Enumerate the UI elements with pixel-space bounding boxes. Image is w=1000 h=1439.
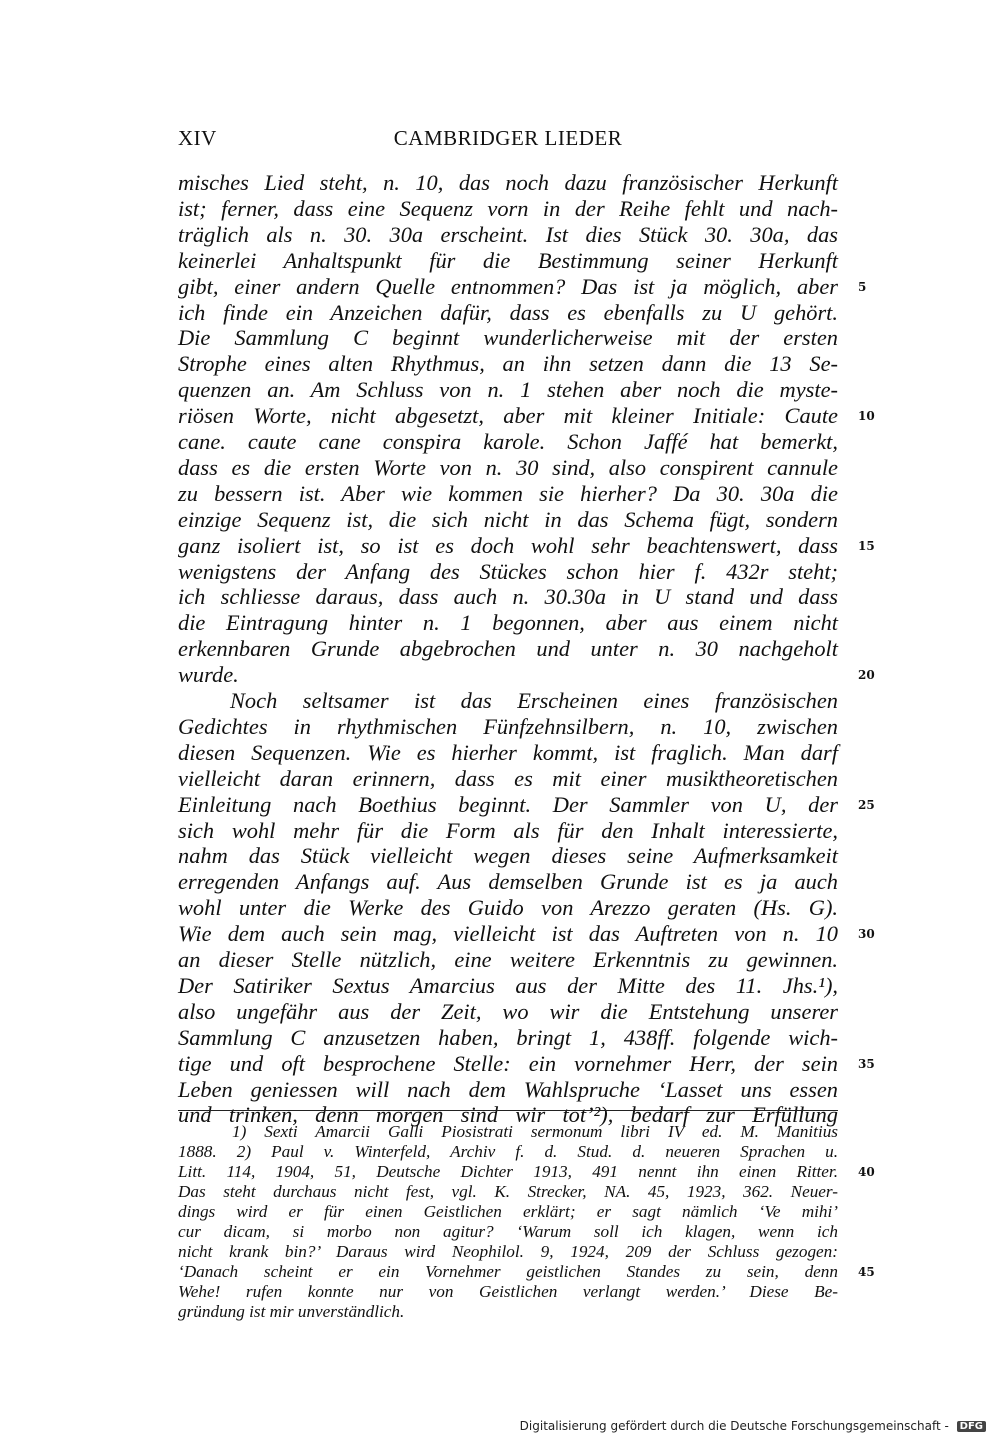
footnote-divider <box>178 1110 838 1111</box>
text-line: und trinken, denn morgen sind wir tot’²), bedarf zur Erfüllung <box>178 1102 838 1128</box>
text-line: Einleitung nach Boethius beginnt. Der Sammler von U, der <box>178 791 838 817</box>
line-number: 35 <box>858 1056 875 1071</box>
text-line: cane. caute cane conspira karole. Schon Jaffé hat bemerkt, <box>178 429 838 454</box>
text-line: die Eintragung hinter n. 1 begonnen, aber aus einem nicht <box>178 610 838 636</box>
line-number: 15 <box>858 538 875 553</box>
text-line: quenzen an. Am Schluss von n. 1 stehen aber noch die myste- <box>178 377 838 403</box>
text-line: Wie dem auch sein mag, vielleicht ist das Auftreten von n. 10 <box>178 921 838 947</box>
footnote-line: cur dicam, si morbo non agitur? ‘Warum soll ich klagen, wenn ich <box>178 1222 838 1241</box>
line-number: 20 <box>858 668 875 683</box>
text-line: nahm das Stück vielleicht wegen dieses seine Aufmerksamkeit <box>178 843 838 869</box>
footnote-line-number: 45 <box>858 1265 875 1279</box>
footnote-line: Das steht durchaus nicht fest, vgl. K. Strecker, NA. 45, 1923, 362. Neuer- <box>178 1182 838 1201</box>
text-line: träglich als n. 30. 30a erscheint. Ist dies Stück 30. 30a, das <box>178 221 838 247</box>
page-header <box>178 118 838 158</box>
text-line: diesen Sequenzen. Wie es hierher kommt, ist fraglich. Man darf <box>178 739 838 765</box>
text-line: misches Lied steht, n. 10, das noch dazu französischer Herkunft <box>178 170 838 195</box>
text-line: Leben geniessen will nach dem Wahlspruche ‘Lasset uns essen <box>178 1076 838 1102</box>
digitization-credit <box>520 1419 986 1433</box>
footnote-line: 1888. 2) Paul v. Winterfeld, Archiv f. d. Stud. d. neueren Sprachen u. <box>178 1142 838 1161</box>
footnote-line: dings wird er für einen Geistlichen erklärt; er sagt nämlich ‘Ve mihi’ <box>178 1202 838 1221</box>
text-line: ganz isoliert ist, so ist es doch wohl sehr beachtenswert, dass <box>178 532 838 558</box>
text-line: wohl unter die Werke des Guido von Arezzo geraten (Hs. G). <box>178 895 838 921</box>
text-line: ich schliesse daraus, dass auch n. 30.30a in U stand und dass <box>178 584 838 610</box>
page-number: XIV <box>178 126 217 150</box>
text-line: erkennbaren Grunde abgebrochen und unter n. 30 nachgeholt <box>178 636 838 662</box>
text-line: ist; ferner, dass eine Sequenz vorn in der Reihe fehlt und nach- <box>178 195 838 221</box>
line-number: 10 <box>858 409 875 424</box>
text-line: wenigstens der Anfang des Stückes schon hier f. 432r steht; <box>178 558 838 584</box>
footnote-line: ‘Danach scheint er ein Vornehmer geistlichen Standes zu sein, denn <box>178 1262 838 1281</box>
dfg-logo: DFG <box>957 1421 986 1432</box>
text-line: gibt, einer andern Quelle entnommen? Das ist ja möglich, aber <box>178 273 838 299</box>
footnote-line-number: 40 <box>858 1165 875 1179</box>
text-line: sich wohl mehr für die Form als für den Inhalt interessierte, <box>178 817 838 843</box>
footnote-line: nicht krank bin?’ Daraus wird Neophilol. 9, 1924, 209 der Schluss gezogen: <box>178 1242 838 1261</box>
text-line: Die Sammlung C beginnt wunderlicherweise mit der ersten <box>178 325 838 351</box>
footnote-line: Wehe! rufen konnte nur von Geistlichen verlangt werden.’ Diese Be- <box>178 1282 838 1301</box>
line-number: 30 <box>858 927 875 942</box>
text-line: dass es die ersten Worte von n. 30 sind, also conspirent cannule <box>178 454 838 480</box>
text-line: wurde. <box>178 662 239 688</box>
text-line: ich finde ein Anzeichen dafür, dass es ebenfalls zu U gehört. <box>178 299 838 325</box>
paragraph-start-line: Noch seltsamer ist das Erscheinen eines französischen <box>230 688 838 713</box>
text-line: zu bessern ist. Aber wie kommen sie hierher? Da 30. 30a die <box>178 480 838 506</box>
text-line: riösen Worte, nicht abgesetzt, aber mit kleiner Initiale: Caute <box>178 403 838 429</box>
footnote-line: 1) Sexti Amarcii Galli Piosistrati sermonum libri IV ed. M. Manitius <box>232 1122 838 1141</box>
running-title: CAMBRIDGER LIEDER <box>393 126 623 150</box>
footnote-line: Litt. 114, 1904, 51, Deutsche Dichter 1913, 491 nennt ihn einen Ritter. <box>178 1162 838 1181</box>
footnote-line: gründung ist mir unverständlich. <box>178 1302 405 1321</box>
text-line: einzige Sequenz ist, die sich nicht in das Schema fügt, sondern <box>178 506 838 532</box>
text-line: keinerlei Anhaltspunkt für die Bestimmung seiner Herkunft <box>178 247 838 273</box>
text-line: vielleicht daran erinnern, dass es mit einer musiktheoretischen <box>178 765 838 791</box>
text-line: an dieser Stelle nützlich, eine weitere Erkenntnis zu gewinnen. <box>178 947 838 972</box>
text-line: Sammlung C anzusetzen haben, bringt 1, 438ff. folgende wich- <box>178 1024 838 1050</box>
text-line: Gedichtes in rhythmischen Fünfzehnsilbern, n. 10, zwischen <box>178 713 838 739</box>
text-line: tige und oft besprochene Stelle: ein vornehmer Herr, der sein <box>178 1050 838 1076</box>
text-line: Strophe eines alten Rhythmus, an ihn setzen dann die 13 Se- <box>178 351 838 377</box>
line-number: 25 <box>858 797 875 812</box>
text-line: Der Satiriker Sextus Amarcius aus der Mitte des 11. Jhs.¹), <box>178 972 838 998</box>
text-line: erregenden Anfangs auf. Aus demselben Grunde ist es ja auch <box>178 869 838 895</box>
credit-text: Digitalisierung gefördert durch die Deutsche Forschungsgemeinschaft - <box>519 1419 949 1433</box>
text-line: also ungefähr aus der Zeit, wo wir die Entstehung unserer <box>178 998 838 1024</box>
line-number: 5 <box>858 279 867 294</box>
